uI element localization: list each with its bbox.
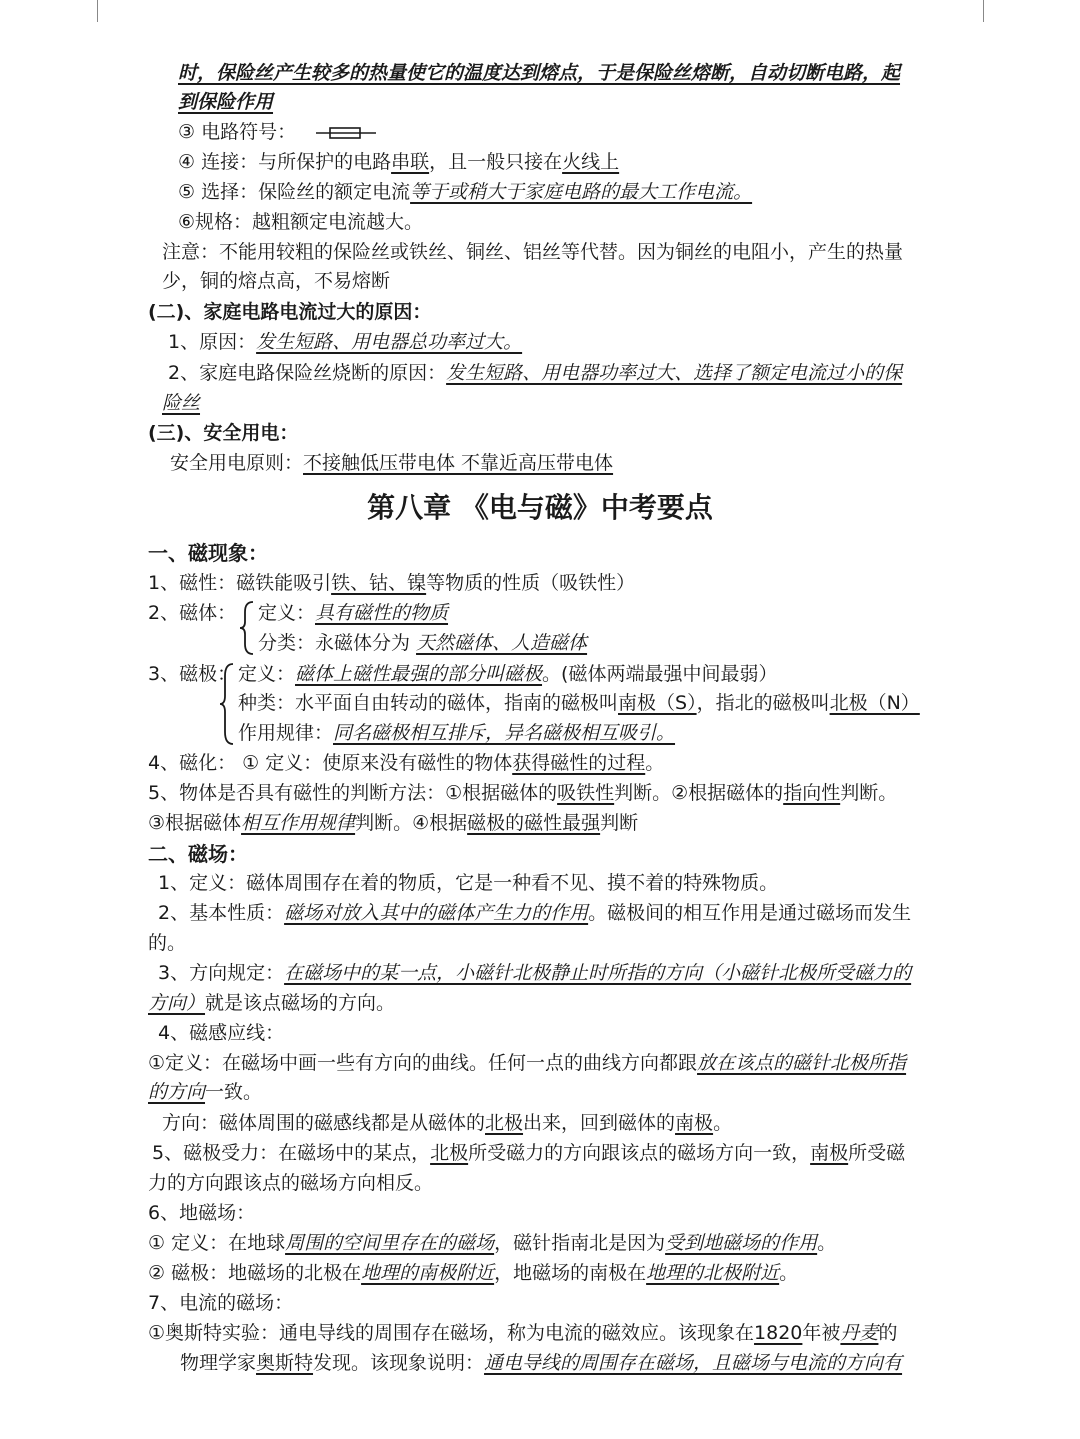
sec3-heading <box>148 420 298 446</box>
field-7b-answer: 通电导线的周围存在磁场，且磁场与电流的方向有 <box>484 1352 903 1374</box>
fuse-symbol-icon <box>316 125 376 141</box>
magnet-3-def-answer: 磁体上磁性最强的部分叫磁极 <box>295 663 543 685</box>
magnet-4-suffix: 。 <box>645 752 665 774</box>
magnet-5-answer-1: 吸铁性 <box>557 782 615 804</box>
field-3-suffix: 就是该点磁场的方向。 <box>205 992 396 1014</box>
field-item-3 <box>158 960 911 986</box>
magnet-2-classes <box>258 630 587 656</box>
field-2-prefix: 2、基本性质： <box>158 902 285 924</box>
sec2-reason-1 <box>168 329 522 355</box>
field-5-suffix: 所受磁 <box>848 1142 906 1164</box>
magnet-3-rule-answer: 同名磁极相互排斥，异名磁极相互吸引。 <box>333 722 676 744</box>
magnet-2-brace-icon <box>238 600 256 656</box>
fuse-line-2-text: 到保险作用 <box>178 91 274 113</box>
magnet-2-definition <box>258 600 448 626</box>
magnet-5b-answer-2: 磁极的磁性最强 <box>467 812 601 834</box>
magnet-3-kind-prefix: 种类：水平面自由转动的磁体，指南的磁极叫 <box>238 692 619 714</box>
field-item-7a <box>148 1320 897 1346</box>
magnet-3-brace-icon <box>218 662 236 746</box>
magnet-2-cls-answer: 天然磁体、人造磁体 <box>416 632 588 654</box>
field-item-6a <box>148 1230 836 1256</box>
sec2-reason-1-prefix: 1、原因： <box>168 331 257 353</box>
field-6a-answer-1: 周围的空间里存在的磁场 <box>285 1232 495 1254</box>
magnet-5-suffix: 判断。 <box>840 782 898 804</box>
fuse-note-line-2 <box>162 268 390 294</box>
sec2-reason-2-answer-cont: 险丝 <box>162 392 201 414</box>
field-5-answer-1: 北极 <box>430 1142 469 1164</box>
field-5-answer-2: 南极 <box>810 1142 849 1164</box>
field-4b-prefix: 方向：磁体周围的磁感线都是从磁体的 <box>162 1112 486 1134</box>
magnet-3-definition <box>238 661 777 687</box>
magnet-item-4 <box>148 750 664 776</box>
field-6a-suffix: 。 <box>817 1232 837 1254</box>
magnet-4-prefix: 4、磁化： ① 定义：使原来没有磁性的物体 <box>148 752 513 774</box>
magnet-5-prefix: 5、物体是否具有磁性的判断方法：①根据磁体的 <box>148 782 558 804</box>
field-6a-mid: ，磁针指南北是因为 <box>494 1232 666 1254</box>
magnet-3-kind-mid: ，指北的磁极叫 <box>696 692 830 714</box>
fuse-connect-mid: ，且一般只接在 <box>429 151 563 173</box>
field-6b-suffix: 。 <box>779 1262 799 1284</box>
magnet-5b-mid: 判断。④根据 <box>355 812 468 834</box>
field-6b-mid: ，地磁场的南极在 <box>494 1262 647 1284</box>
fuse-select-answer: 等于或稍大于家庭电路的最大工作电流。 <box>410 181 753 203</box>
magnet-3-def-prefix: 定义： <box>238 663 296 685</box>
field-2-suffix: 。磁极间的相互作用是通过磁场而发生 <box>588 902 912 924</box>
magnet-3-kind-north: 北极（N） <box>829 692 920 714</box>
fuse-symbol-label: ③ 电路符号： <box>178 121 297 143</box>
field-4a-suffix: 一致。 <box>205 1081 263 1103</box>
field-5-prefix: 5、磁极受力：在磁场中的某点， <box>152 1142 431 1164</box>
fuse-spec-line <box>178 209 423 235</box>
field-4-text: 4、磁感应线： <box>158 1022 285 1044</box>
fuse-spec: ⑥规格：越粗额定电流越大。 <box>178 211 424 233</box>
field-7-text: 7、电流的磁场： <box>148 1292 294 1314</box>
field-7a-country: 丹麦 <box>840 1322 879 1344</box>
magnet-5b-prefix: ③根据磁体 <box>148 812 242 834</box>
field-6a-prefix: ① 定义：在地球 <box>148 1232 286 1254</box>
field-7a-year: 1820 <box>754 1322 803 1344</box>
field-4b-suffix: 。 <box>713 1112 733 1134</box>
field-7b-prefix: 物理学家 <box>180 1352 257 1374</box>
fuse-note-1: 注意：不能用较粗的保险丝或铁丝、铜丝、铝丝等代替。因为铜丝的电阻小，产生的热量 <box>162 241 904 263</box>
field-6b-prefix: ② 磁极：地磁场的北极在 <box>148 1262 362 1284</box>
magnet-2-cls-prefix: 分类：永磁体分为 <box>258 632 417 654</box>
magnet-1-prefix: 1、磁性：磁铁能吸引 <box>148 572 332 594</box>
field-heading <box>148 841 248 867</box>
magnet-2-def-prefix: 定义： <box>258 602 316 624</box>
magnet-1-suffix: 等物质的性质（吸铁性） <box>426 572 636 594</box>
fuse-note-2: 少，铜的熔点高，不易熔断 <box>162 270 391 292</box>
fuse-connect-prefix: ④ 连接：与所保护的电路 <box>178 151 392 173</box>
field-item-4a-cont <box>148 1079 262 1105</box>
magnet-3-rule-prefix: 作用规律： <box>238 722 334 744</box>
magnet-3-kinds <box>238 690 920 716</box>
field-item-3-cont <box>148 990 395 1016</box>
field-3-prefix: 3、方向规定： <box>158 962 285 984</box>
field-5-cont: 力的方向跟该点的磁场方向相反。 <box>148 1172 434 1194</box>
field-heading-text: 二、磁场： <box>148 842 248 866</box>
magnet-3-kind-south: 南极（S） <box>618 692 697 714</box>
sec2-reason-1-answer: 发生短路、用电器总功率过大。 <box>256 331 523 353</box>
field-4a-answer-cont: 的方向 <box>148 1081 206 1103</box>
sec2-heading <box>148 299 431 325</box>
magnet-5-mid: 判断。②根据磁体的 <box>614 782 784 804</box>
field-item-5-cont <box>148 1170 433 1196</box>
sec2-reason-2-prefix: 2、家庭电路保险丝烧断的原因： <box>168 362 447 384</box>
field-item-6 <box>148 1200 255 1226</box>
magnet-1-answer: 铁、钴、镍 <box>331 572 427 594</box>
sec2-reason-2-cont <box>162 390 200 416</box>
sec3-principle-answer: 不接触低压带电体 不靠近高压带电体 <box>303 452 614 474</box>
field-item-2-cont <box>148 930 186 956</box>
sec3-principle <box>170 450 613 476</box>
magnet-5b-suffix: 判断 <box>600 812 639 834</box>
magnet-item-1 <box>148 570 635 596</box>
field-5-mid: 所受磁力的方向跟该点的磁场方向一致， <box>468 1142 811 1164</box>
sec2-reason-2 <box>168 360 902 386</box>
field-6b-answer-1: 地理的南极附近 <box>361 1262 495 1284</box>
sec2-heading-text: (二)、家庭电路电流过大的原因： <box>148 301 432 323</box>
sec2-reason-2-answer: 发生短路、用电器功率过大、选择了额定电流过小的保 <box>446 362 903 384</box>
fuse-line-2 <box>178 89 273 115</box>
magnet-3-label: 3、磁极： <box>148 663 237 685</box>
field-1-text: 1、定义：磁体周围存在着的物质，它是一种看不见、摸不着的特殊物质。 <box>158 872 779 894</box>
field-4a-prefix: ①定义：在磁场中画一些有方向的曲线。任何一点的曲线方向都跟 <box>148 1052 698 1074</box>
magnet-item-5-cont <box>148 810 638 836</box>
magnet-3-rule <box>238 720 675 746</box>
magnet-heading-text: 一、磁现象： <box>148 541 268 565</box>
fuse-select-line <box>178 179 752 205</box>
magnet-2-label: 2、磁体： <box>148 602 237 624</box>
field-item-1 <box>158 870 778 896</box>
field-7a-suffix: 的 <box>878 1322 898 1344</box>
field-4b-mid: 出来，回到磁体的 <box>523 1112 676 1134</box>
field-item-5 <box>152 1140 905 1166</box>
field-6a-answer-2: 受到地磁场的作用 <box>665 1232 818 1254</box>
fuse-connect-line <box>178 149 619 175</box>
fuse-select-prefix: ⑤ 选择：保险丝的额定电流 <box>178 181 411 203</box>
magnet-2-def-answer: 具有磁性的物质 <box>315 602 449 624</box>
fuse-symbol-line <box>178 119 376 145</box>
magnet-item-2-label <box>148 600 236 626</box>
field-3-answer: 在磁场中的某一点，小磁针北极静止时所指的方向（小磁针北极所受磁力的 <box>284 962 912 984</box>
field-item-4b <box>162 1110 732 1136</box>
chapter-title: 第八章 《电与磁》中考要点 <box>367 491 713 524</box>
field-4a-answer: 放在该点的磁针北极所指 <box>697 1052 907 1074</box>
field-7a-prefix: ①奥斯特实验：通电导线的周围存在磁场，称为电流的磁效应。该现象在 <box>148 1322 755 1344</box>
magnet-3-def-suffix: 。(磁体两端最强中间最弱） <box>542 663 778 685</box>
fuse-connect-live: 火线上 <box>562 151 620 173</box>
magnet-heading <box>148 540 268 566</box>
sec3-principle-prefix: 安全用电原则： <box>170 452 304 474</box>
field-7b-mid: 发现。该现象说明： <box>313 1352 485 1374</box>
field-item-4 <box>158 1020 284 1046</box>
sec3-heading-text: (三)、安全用电： <box>148 422 299 444</box>
field-3-answer-cont: 方向） <box>148 992 206 1014</box>
field-item-7b <box>180 1350 902 1376</box>
field-2-cont: 的。 <box>148 932 187 954</box>
field-6-text: 6、地磁场： <box>148 1202 256 1224</box>
magnet-4-answer: 获得磁性的过程 <box>512 752 646 774</box>
field-item-6b <box>148 1260 798 1286</box>
field-item-2 <box>158 900 911 926</box>
field-item-7 <box>148 1290 293 1316</box>
field-4b-answer-1: 北极 <box>485 1112 524 1134</box>
magnet-5b-answer-1: 相互作用规律 <box>241 812 356 834</box>
field-6b-answer-2: 地理的北极附近 <box>646 1262 780 1284</box>
magnet-5-answer-2: 指向性 <box>783 782 841 804</box>
field-item-4a <box>148 1050 906 1076</box>
magnet-item-5 <box>148 780 897 806</box>
field-7a-mid: 年被 <box>802 1322 841 1344</box>
fuse-line-1 <box>178 60 900 86</box>
fuse-line-1-text: 时，保险丝产生较多的热量使它的温度达到熔点，于是保险丝熔断，自动切断电路，起 <box>178 62 901 84</box>
field-7b-scientist: 奥斯特 <box>256 1352 314 1374</box>
fuse-note-line-1 <box>162 239 903 265</box>
fuse-connect-series: 串联 <box>391 151 430 173</box>
field-2-answer: 磁场对放入其中的磁体产生力的作用 <box>284 902 589 924</box>
field-4b-answer-2: 南极 <box>675 1112 714 1134</box>
